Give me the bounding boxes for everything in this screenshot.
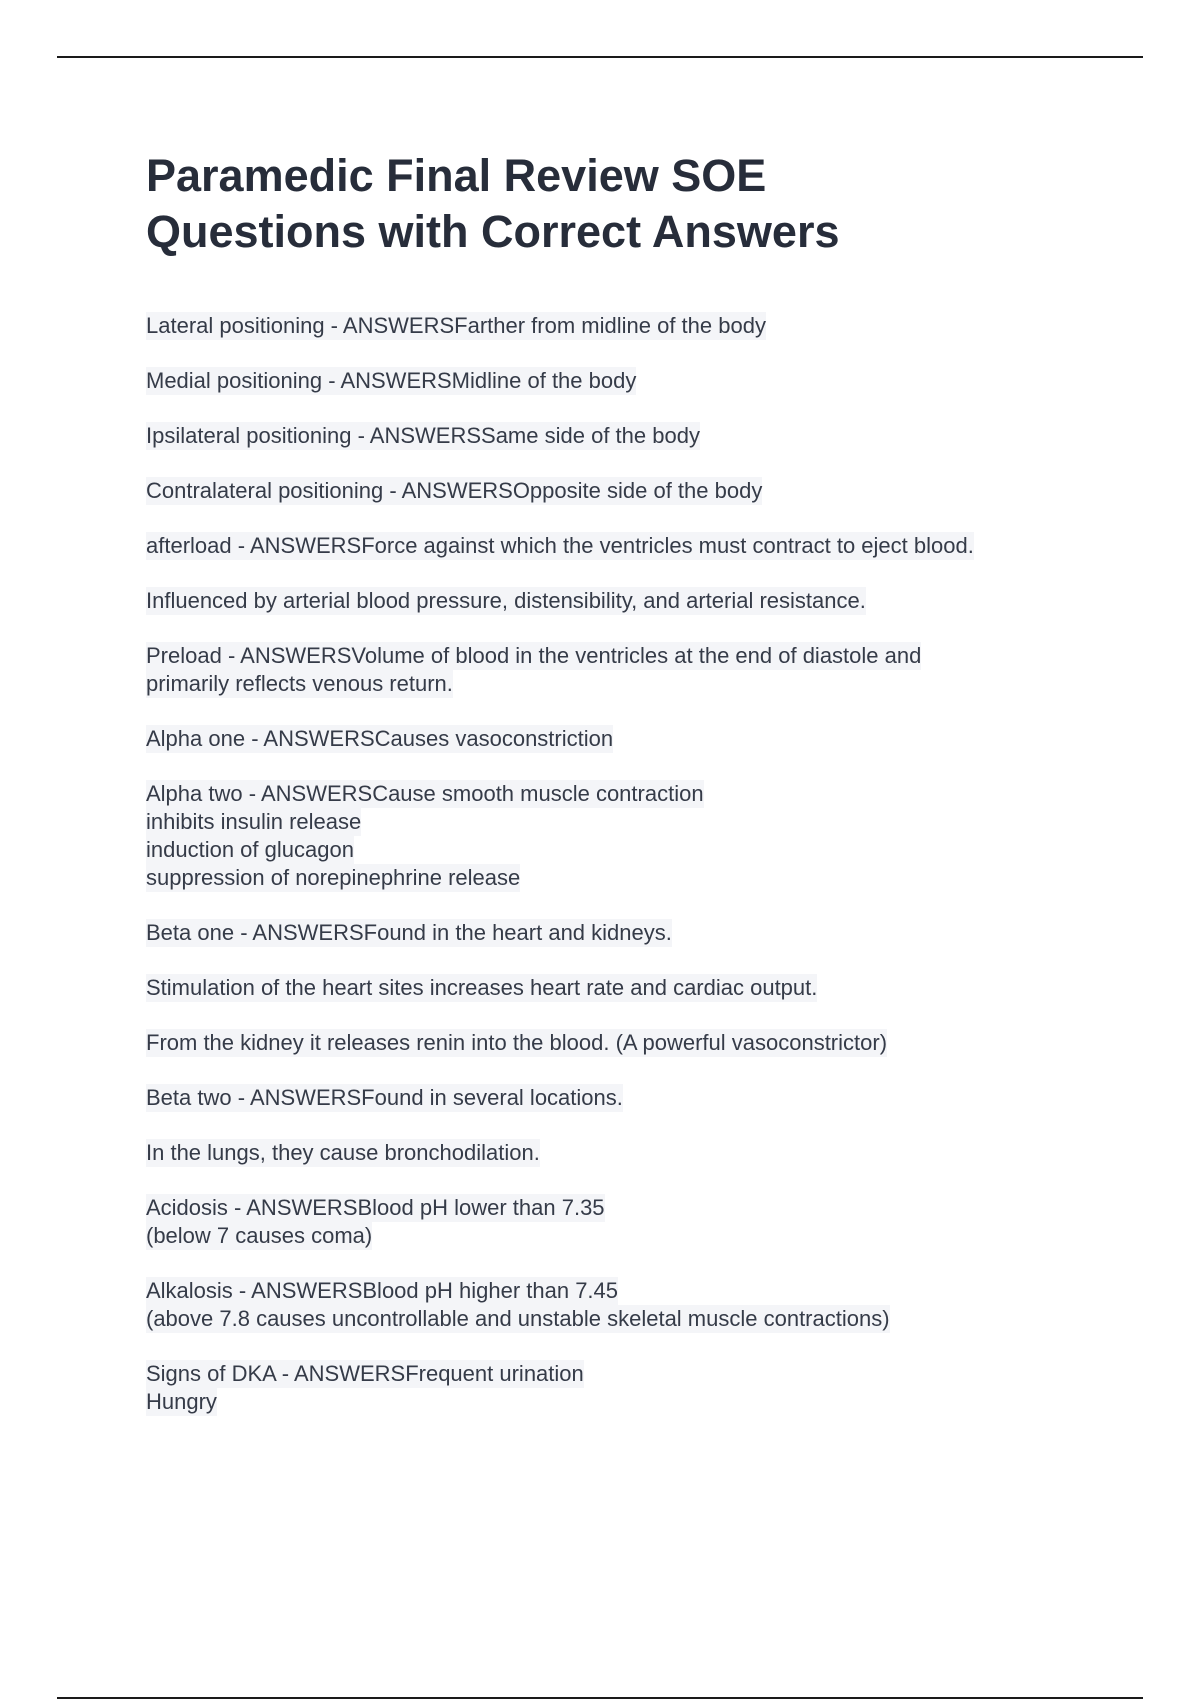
qa-entry-line: Ipsilateral positioning - ANSWERSSame side of the body: [146, 423, 700, 448]
qa-entry-line: Beta one - ANSWERSFound in the heart and kidneys.: [146, 920, 672, 945]
qa-entry-line: Lateral positioning - ANSWERSFarther from midline of the body: [146, 313, 766, 338]
qa-entry: [146, 642, 1106, 698]
qa-entry: [146, 1139, 1106, 1167]
qa-entry-line: Contralateral positioning - ANSWERSOpposite side of the body: [146, 478, 763, 503]
qa-entry: [146, 367, 1106, 395]
qa-entry-line: Medial positioning - ANSWERSMidline of the body: [146, 368, 637, 393]
qa-entry: [146, 422, 1106, 450]
qa-entry-line: Hungry: [146, 1389, 217, 1414]
qa-entry-line: Influenced by arterial blood pressure, distensibility, and arterial resistance.: [146, 588, 866, 613]
qa-entry: [146, 974, 1106, 1002]
qa-entry: [146, 725, 1106, 753]
title-line-1: Paramedic Final Review SOE: [146, 150, 767, 201]
qa-entry-line: Preload - ANSWERSVolume of blood in the ventricles at the end of diastole and: [146, 643, 922, 668]
qa-entry-line: Signs of DKA - ANSWERSFrequent urination: [146, 1361, 584, 1386]
qa-entry-line: Stimulation of the heart sites increases heart rate and cardiac output.: [146, 975, 818, 1000]
qa-entry-line: Beta two - ANSWERSFound in several locations.: [146, 1085, 623, 1110]
qa-entry-line: afterload - ANSWERSForce against which the ventricles must contract to eject blood.: [146, 533, 974, 558]
title-line-2: Questions with Correct Answers: [146, 206, 840, 257]
qa-entry-line: Alpha one - ANSWERSCauses vasoconstriction: [146, 726, 614, 751]
qa-entry-line: primarily reflects venous return.: [146, 671, 453, 696]
qa-list: [146, 312, 1106, 1443]
page-title: [146, 148, 1106, 260]
bottom-rule: [57, 1697, 1143, 1699]
qa-entry-line: Alkalosis - ANSWERSBlood pH higher than 7.45: [146, 1278, 619, 1303]
qa-entry-line: From the kidney it releases renin into the blood. (A powerful vasoconstrictor): [146, 1030, 888, 1055]
qa-entry: [146, 780, 1106, 892]
qa-entry-line: In the lungs, they cause bronchodilation.: [146, 1140, 540, 1165]
qa-entry: [146, 1029, 1106, 1057]
qa-entry: [146, 1277, 1106, 1333]
qa-entry: [146, 312, 1106, 340]
qa-entry: [146, 1084, 1106, 1112]
qa-entry: [146, 477, 1106, 505]
qa-entry-line: (above 7.8 causes uncontrollable and unstable skeletal muscle contractions): [146, 1306, 890, 1331]
qa-entry: [146, 919, 1106, 947]
qa-entry: [146, 587, 1106, 615]
qa-entry-line: suppression of norepinephrine release: [146, 865, 521, 890]
qa-entry: [146, 1360, 1106, 1416]
qa-entry-line: (below 7 causes coma): [146, 1223, 373, 1248]
qa-entry-line: inhibits insulin release: [146, 809, 362, 834]
qa-entry: [146, 532, 1106, 560]
qa-entry-line: induction of glucagon: [146, 837, 354, 862]
top-rule: [57, 56, 1143, 58]
qa-entry: [146, 1194, 1106, 1250]
qa-entry-line: Acidosis - ANSWERSBlood pH lower than 7.35: [146, 1195, 605, 1220]
qa-entry-line: Alpha two - ANSWERSCause smooth muscle contraction: [146, 781, 704, 806]
